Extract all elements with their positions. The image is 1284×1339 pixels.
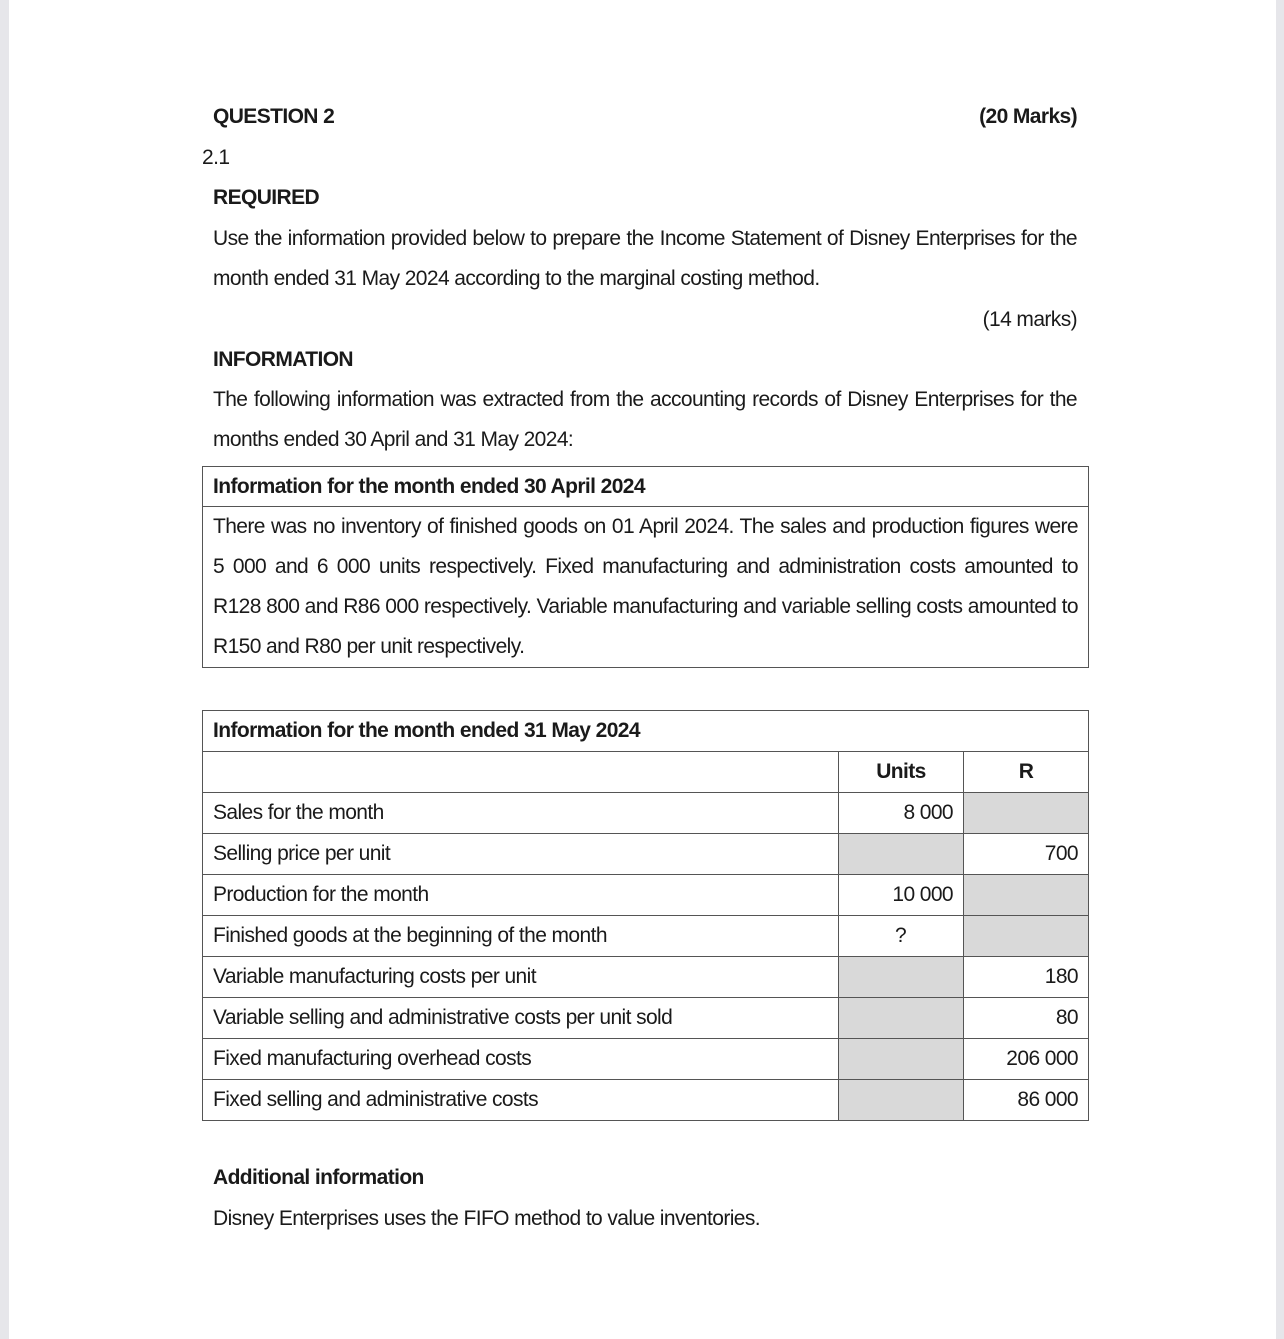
row-r: 80 bbox=[964, 998, 1089, 1039]
row-label: Finished goods at the beginning of the month bbox=[203, 916, 839, 957]
table-row bbox=[203, 793, 1089, 834]
table-row bbox=[203, 916, 1089, 957]
row-label: Selling price per unit bbox=[203, 834, 839, 875]
row-label: Variable selling and administrative costs per unit sold bbox=[203, 998, 839, 1039]
row-units: ? bbox=[839, 916, 964, 957]
question-title: QUESTION 2 bbox=[213, 105, 335, 128]
row-r bbox=[964, 793, 1089, 834]
table-row bbox=[203, 834, 1089, 875]
additional-heading: Additional information bbox=[213, 1166, 424, 1189]
april-info-table bbox=[202, 466, 1089, 668]
row-label: Variable manufacturing costs per unit bbox=[203, 957, 839, 998]
april-title: Information for the month ended 30 April 2024 bbox=[203, 467, 1089, 507]
required-heading: REQUIRED bbox=[213, 186, 320, 209]
row-units bbox=[839, 957, 964, 998]
row-label: Production for the month bbox=[203, 875, 839, 916]
required-text: Use the information provided below to prepare the Income Statement of Disney Enterprises for the month ended 31 May 2024 according to the marginal costing method. bbox=[213, 227, 1077, 290]
row-r: 86 000 bbox=[964, 1080, 1089, 1121]
question-number: 2.1 bbox=[202, 146, 230, 169]
row-units bbox=[839, 998, 964, 1039]
table-row bbox=[203, 875, 1089, 916]
row-units: 8 000 bbox=[839, 793, 964, 834]
row-r: 700 bbox=[964, 834, 1089, 875]
col-units: Units bbox=[839, 752, 964, 793]
row-units bbox=[839, 1039, 964, 1080]
row-label: Fixed manufacturing overhead costs bbox=[203, 1039, 839, 1080]
row-label: Fixed selling and administrative costs bbox=[203, 1080, 839, 1121]
row-units bbox=[839, 834, 964, 875]
may-title: Information for the month ended 31 May 2024 bbox=[203, 711, 1089, 752]
document-page bbox=[9, 0, 1276, 1339]
table-row bbox=[203, 998, 1089, 1039]
may-info-table bbox=[202, 710, 1089, 1121]
row-r bbox=[964, 916, 1089, 957]
question-marks: (20 Marks) bbox=[979, 105, 1077, 128]
required-marks: (14 marks) bbox=[982, 308, 1077, 331]
row-r: 180 bbox=[964, 957, 1089, 998]
row-units: 10 000 bbox=[839, 875, 964, 916]
col-r: R bbox=[964, 752, 1089, 793]
table-row bbox=[203, 1039, 1089, 1080]
row-r: 206 000 bbox=[964, 1039, 1089, 1080]
information-text: The following information was extracted from the accounting records of Disney Enterprises for the months ended 30 April and 31 May 2024: bbox=[213, 388, 1077, 451]
row-label: Sales for the month bbox=[203, 793, 839, 834]
additional-text: Disney Enterprises uses the FIFO method to value inventories. bbox=[213, 1207, 761, 1230]
table-row bbox=[203, 1080, 1089, 1121]
row-r bbox=[964, 875, 1089, 916]
table-row bbox=[203, 957, 1089, 998]
april-text: There was no inventory of finished goods on 01 April 2024. The sales and production figures were 5 000 and 6 000 units respectively. Fixed manufacturing and administration costs amounted to R128 800 and R86 000 respectively. Variable manufacturing and variable selling costs amounted to R150 and R80 per unit respectively. bbox=[203, 507, 1089, 668]
header-blank bbox=[203, 752, 839, 793]
row-units bbox=[839, 1080, 964, 1121]
information-heading: INFORMATION bbox=[213, 348, 353, 371]
